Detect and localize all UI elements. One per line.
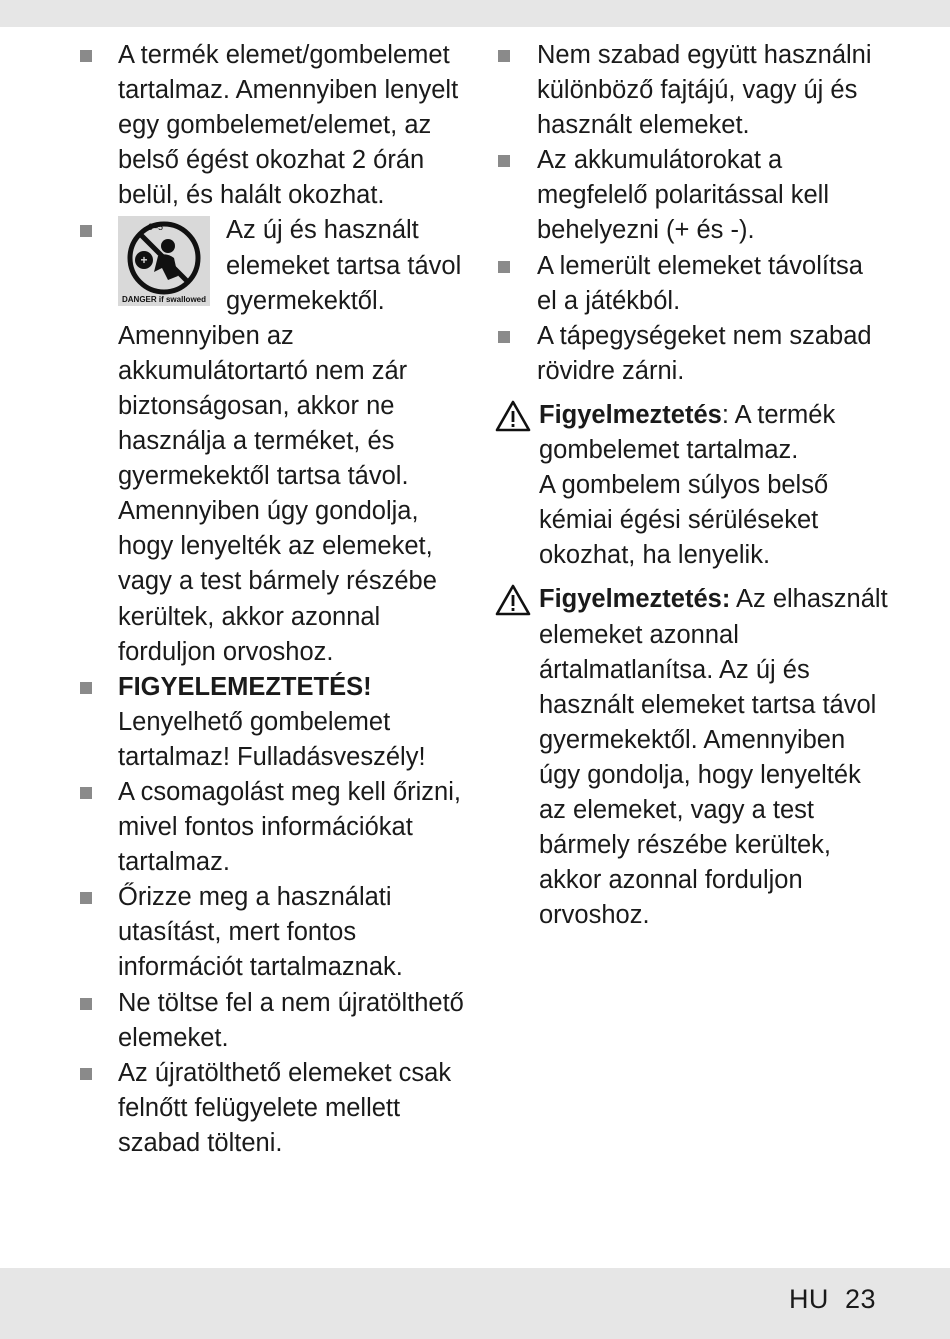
footer-band bbox=[0, 1268, 950, 1339]
bullet-icon bbox=[80, 50, 92, 62]
list-item: Ne töltse fel a nem újratölthető elemeket. bbox=[78, 986, 470, 1056]
danger-swallow-icon: + 0–5 DANGER if swallowed bbox=[118, 216, 210, 306]
list-item: FIGYELEMEZTETÉS! Lenyelhető gombelemet tartalmaz! Fulladásveszély! bbox=[78, 670, 470, 775]
bullet-icon bbox=[80, 225, 92, 237]
warning-heading: FIGYELEMEZTETÉS! bbox=[118, 672, 372, 701]
no-child-icon bbox=[118, 216, 210, 296]
bullet-icon bbox=[498, 155, 510, 167]
warning-triangle-icon bbox=[494, 583, 532, 617]
bullet-icon bbox=[80, 787, 92, 799]
right-column bbox=[497, 38, 889, 933]
list-item: Az akkumulátorokat a megfelelő polaritással kell behelyezni (+ és -). bbox=[497, 143, 889, 248]
warning-block: Figyelmeztetés: Az elhasznált elemeket azonnal ártalmatlanítsa. Az új és használt elemeket tartsa távol gyermekektől. Amennyiben úgy gondolja, hogy lenyelték az elemeket, vagy a test bármely részébe kerültek, akkor azonnal forduljon orvoshoz. bbox=[497, 582, 889, 933]
bullet-icon bbox=[80, 998, 92, 1010]
list-item-with-danger-icon: + 0–5 DANGER if swallowed Az új és használt elemeket tartsa távol gyermekektől. Amennyiben az akkumulátortartó nem zár biztonságosan, akkor ne használja a terméket, és gyermekektől tartsa távol. Amennyiben úgy gondolja, hogy lenyelték az elemeket, vagy a test bármely részébe kerültek, akkor azonnal forduljon orvoshoz. bbox=[78, 213, 470, 669]
warning-block: Figyelmeztetés: A termék gombelemet tartalmaz. A gombelem súlyos belső kémiai égési sérüléseket okozhat, ha lenyelik. bbox=[497, 398, 889, 573]
list-item: A csomagolást meg kell őrizni, mivel fontos információkat tartalmaz. bbox=[78, 775, 470, 880]
list-item: Őrizze meg a használati utasítást, mert fontos információt tartalmaznak. bbox=[78, 880, 470, 985]
list-item: A tápegységeket nem szabad rövidre zárni. bbox=[497, 319, 889, 389]
warning-label: Figyelmeztetés: bbox=[539, 585, 731, 614]
left-column bbox=[78, 38, 470, 1161]
svg-text:0–5: 0–5 bbox=[148, 222, 164, 233]
list-item: A termék elemet/gombelemet tartalmaz. Amennyiben lenyelt egy gombelemet/elemet, az belső égést okozhat 2 órán belül, és halált okozhat. bbox=[78, 38, 470, 213]
bullet-icon bbox=[80, 1068, 92, 1080]
bullet-icon bbox=[498, 261, 510, 273]
bullet-icon bbox=[80, 682, 92, 694]
list-item: A lemerült elemeket távolítsa el a játékból. bbox=[497, 249, 889, 319]
list-item: Az újratölthető elemeket csak felnőtt felügyelete mellett szabad tölteni. bbox=[78, 1056, 470, 1161]
bullet-icon bbox=[498, 331, 510, 343]
warning-triangle-icon bbox=[494, 399, 532, 433]
top-band bbox=[0, 0, 950, 27]
bullet-icon bbox=[80, 892, 92, 904]
bullet-icon bbox=[498, 50, 510, 62]
warning-label: Figyelmeztetés bbox=[539, 400, 722, 429]
svg-text:+: + bbox=[140, 253, 148, 268]
page-number: HU 23 bbox=[788, 1284, 876, 1314]
list-item: Nem szabad együtt használni különböző fajtájú, vagy új és használt elemeket. bbox=[497, 38, 889, 143]
